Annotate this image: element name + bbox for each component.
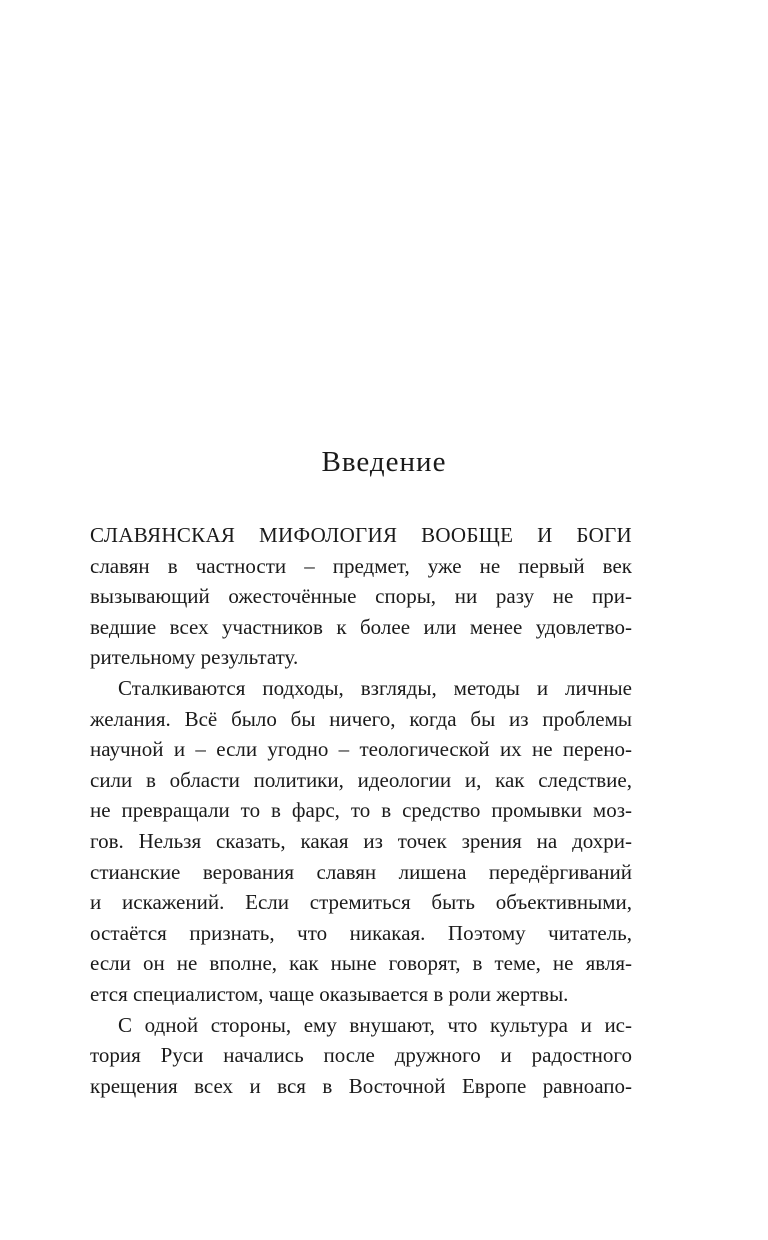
text-line: стианские верования славян лишена передёргиваний (90, 859, 632, 884)
text-line: гов. Нельзя сказать, какая из точек зрения на дохри- (90, 828, 632, 853)
text-line: вызывающий ожесточённые споры, ни разу не при- (90, 584, 632, 609)
text-line: если он не вполне, как ныне говорят, в теме, не явля- (90, 951, 632, 976)
text-line: ется специалистом, чаще оказывается в роли жертвы. (90, 981, 569, 1006)
text-line: желания. Всё было бы ничего, когда бы из проблемы (90, 706, 632, 731)
text-line: и искажений. Если стремиться быть объективными, (90, 890, 632, 915)
text-line: остаётся признать, что никакая. Поэтому читатель, (90, 920, 632, 945)
text-line: славян в частности – предмет, уже не первый век (90, 553, 632, 578)
text-line: не превращали то в фарс, то в средство промывки моз- (90, 798, 632, 823)
text-line: сили в области политики, идеологии и, как следствие, (90, 767, 632, 792)
text-line: Сталкиваются подходы, взгляды, методы и личные (118, 675, 632, 700)
text-line: С одной стороны, ему внушают, что культура и ис- (118, 1012, 632, 1037)
text-line: ведшие всех участников к более или менее удовлетво- (90, 614, 632, 639)
text-line: тория Руси начались после дружного и радостного (90, 1043, 632, 1068)
text-line: крещения всех и вся в Восточной Европе равноапо- (90, 1073, 632, 1098)
text-line: СЛАВЯНСКАЯ МИФОЛОГИЯ ВООБЩЕ И БОГИ (90, 523, 632, 547)
text-line: научной и – если угодно – теологической их не перено- (90, 737, 632, 762)
body-text (90, 520, 632, 1101)
text-line: рительному результату. (90, 645, 299, 670)
chapter-title: Введение (321, 446, 447, 478)
